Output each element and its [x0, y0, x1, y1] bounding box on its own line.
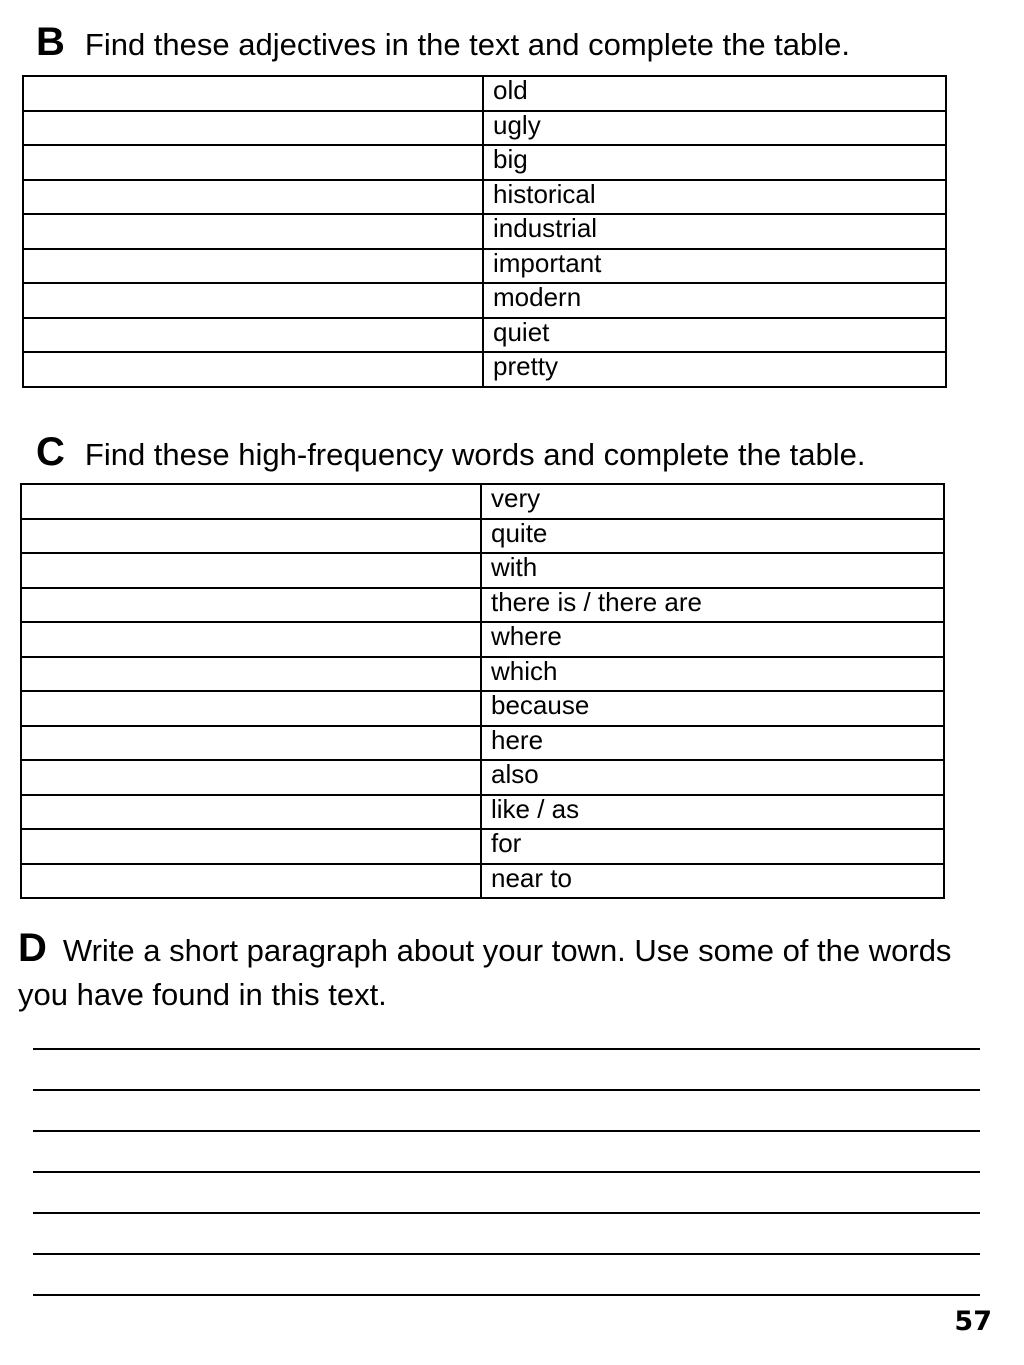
writing-line[interactable] [33, 1253, 980, 1255]
table-row [23, 352, 946, 387]
word-cell: there is / there are [481, 588, 944, 623]
word-cell: here [481, 726, 944, 761]
table-row [21, 795, 944, 830]
section-d-instruction: Write a short paragraph about your town. Use some of the words you have found in this text. [18, 933, 952, 1012]
table-row [21, 726, 944, 761]
table-row [21, 553, 944, 588]
word-cell: which [481, 657, 944, 692]
word-cell: very [481, 484, 944, 519]
section-b-letter: B [36, 20, 65, 64]
answer-cell[interactable] [21, 622, 481, 657]
answer-cell[interactable] [23, 76, 483, 111]
word-cell: quite [481, 519, 944, 554]
table-row [21, 588, 944, 623]
adjectives-table [22, 75, 947, 388]
table-row [21, 484, 944, 519]
section-d-heading [18, 926, 1008, 1017]
writing-line[interactable] [33, 1171, 980, 1173]
writing-line[interactable] [33, 1212, 980, 1214]
writing-line[interactable] [33, 1294, 980, 1296]
section-c-letter: C [36, 430, 65, 474]
answer-cell[interactable] [21, 829, 481, 864]
answer-cell[interactable] [21, 864, 481, 899]
word-cell: like / as [481, 795, 944, 830]
answer-cell[interactable] [23, 111, 483, 146]
table-row [23, 180, 946, 215]
table-row [23, 283, 946, 318]
answer-cell[interactable] [21, 519, 481, 554]
word-cell: pretty [483, 352, 946, 387]
word-cell: important [483, 249, 946, 284]
answer-cell[interactable] [23, 180, 483, 215]
answer-cell[interactable] [21, 795, 481, 830]
table-row [23, 214, 946, 249]
table-row [21, 829, 944, 864]
high-frequency-words-table [20, 483, 945, 899]
answer-cell[interactable] [23, 249, 483, 284]
word-cell: big [483, 145, 946, 180]
table-row [23, 111, 946, 146]
word-cell: with [481, 553, 944, 588]
word-cell: also [481, 760, 944, 795]
writing-line[interactable] [33, 1089, 980, 1091]
answer-cell[interactable] [23, 145, 483, 180]
table-row [23, 145, 946, 180]
answer-cell[interactable] [21, 726, 481, 761]
word-cell: ugly [483, 111, 946, 146]
answer-cell[interactable] [23, 318, 483, 353]
word-cell: for [481, 829, 944, 864]
section-c-heading [36, 432, 866, 475]
word-cell: old [483, 76, 946, 111]
table-row [21, 691, 944, 726]
table-row [23, 76, 946, 111]
word-cell: quiet [483, 318, 946, 353]
table-row [23, 318, 946, 353]
word-cell: modern [483, 283, 946, 318]
answer-cell[interactable] [23, 214, 483, 249]
answer-cell[interactable] [21, 588, 481, 623]
section-b-instruction: Find these adjectives in the text and complete the table. [84, 27, 851, 62]
section-b-heading [36, 22, 850, 65]
section-d-letter: D [18, 926, 47, 970]
table-row [21, 657, 944, 692]
answer-cell[interactable] [21, 553, 481, 588]
word-cell: near to [481, 864, 944, 899]
word-cell: historical [483, 180, 946, 215]
answer-cell[interactable] [21, 691, 481, 726]
table-row [21, 519, 944, 554]
writing-line[interactable] [33, 1048, 980, 1050]
section-c-instruction: Find these high-frequency words and complete the table. [84, 437, 866, 472]
word-cell: where [481, 622, 944, 657]
table-row [21, 622, 944, 657]
answer-cell[interactable] [21, 760, 481, 795]
table-row [23, 249, 946, 284]
answer-cell[interactable] [23, 352, 483, 387]
word-cell: industrial [483, 214, 946, 249]
writing-line[interactable] [33, 1130, 980, 1132]
table-row [21, 864, 944, 899]
page-number: 57 [954, 1306, 992, 1337]
answer-cell[interactable] [23, 283, 483, 318]
word-cell: because [481, 691, 944, 726]
answer-cell[interactable] [21, 657, 481, 692]
table-row [21, 760, 944, 795]
answer-cell[interactable] [21, 484, 481, 519]
